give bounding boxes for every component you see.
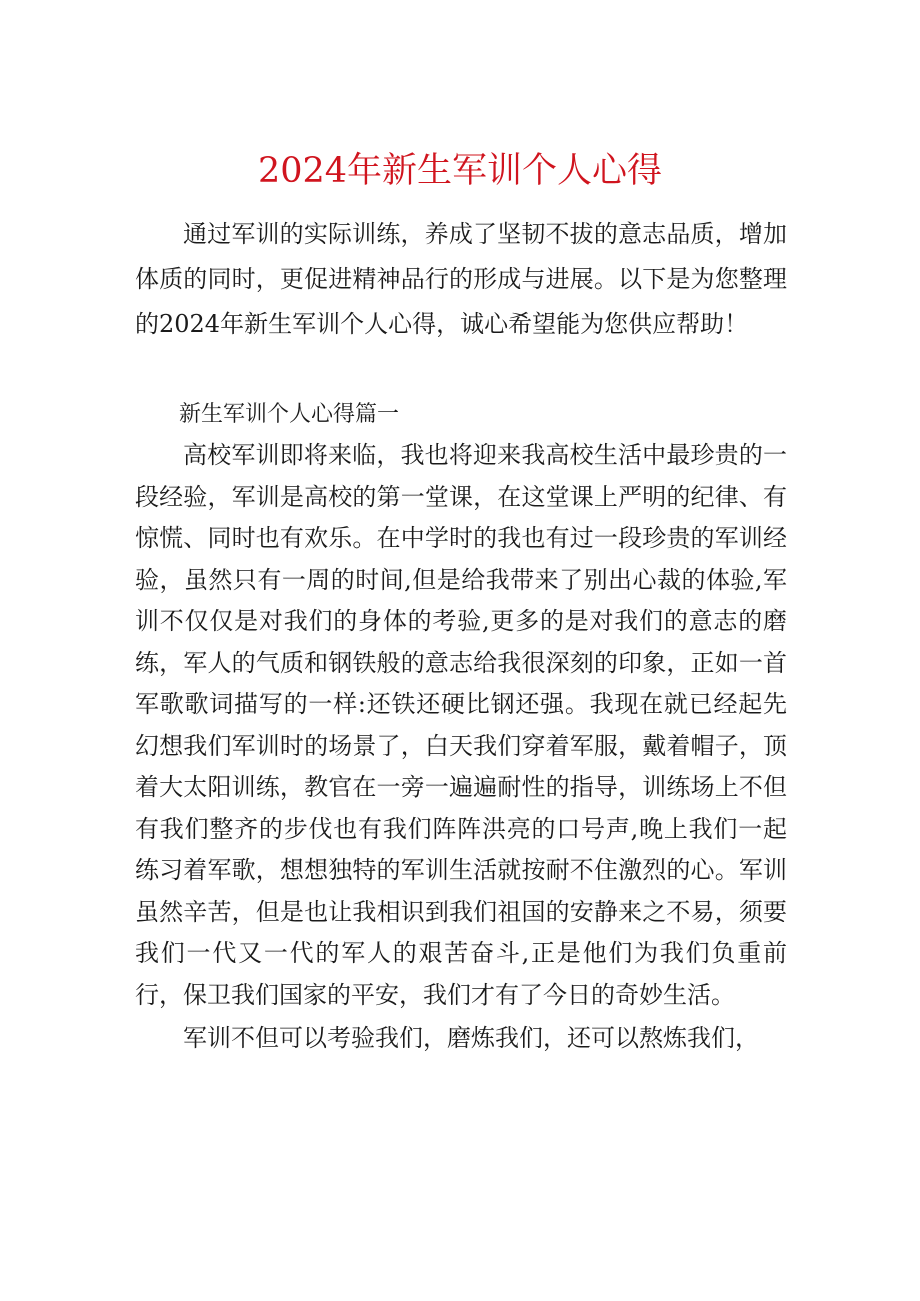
intro-paragraph: 通过军训的实际训练，养成了坚韧不拔的意志品质，增加体质的同时，更促进精神品行的形成与进展。以下是为您整理的2024年新生军训个人心得，诚心希望能为您供应帮助！: [135, 220, 787, 338]
document-body: [135, 212, 787, 1060]
document-title: 2024年新生军训个人心得: [257, 151, 663, 191]
section-heading: 新生军训个人心得篇一: [179, 402, 400, 427]
paragraph-spacer: [135, 347, 787, 395]
body-paragraph: 军训不但可以考验我们，磨炼我们，还可以熬炼我们，: [183, 1024, 759, 1052]
body-paragraph: 高校军训即将来临，我也将迎来我高校生活中最珍贵的一段经验，军训是高校的第一堂课，在这堂课上严明的纪律、有惊慌、同时也有欢乐。在中学时的我也有过一段珍贵的军训经验，虽然只有一周的时间,但是给我带来了别出心裁的体验,军训不仅仅是对我们的身体的考验,更多的是对我们的意志的磨练，军人的气质和钢铁般的意志给我很深刻的印象，正如一首军歌歌词描写的一样:还铁还硬比钢还强。我现在就已经起先幻想我们军训时的场景了，白天我们穿着军服，戴着帽子，顶着大太阳训练，教官在一旁一遍遍耐性的指导，训练场上不但有我们整齐的步伐也有我们阵阵洪亮的口号声,晚上我们一起练习着军歌，想想独特的军训生活就按耐不住激烈的心。军训虽然辛苦，但是也让我相识到我们祖国的安静来之不易，须要我们一代又一代的军人的艰苦奋斗,正是他们为我们负重前行，保卫我们国家的平安，我们才有了今日的奇妙生活。: [135, 441, 787, 1009]
